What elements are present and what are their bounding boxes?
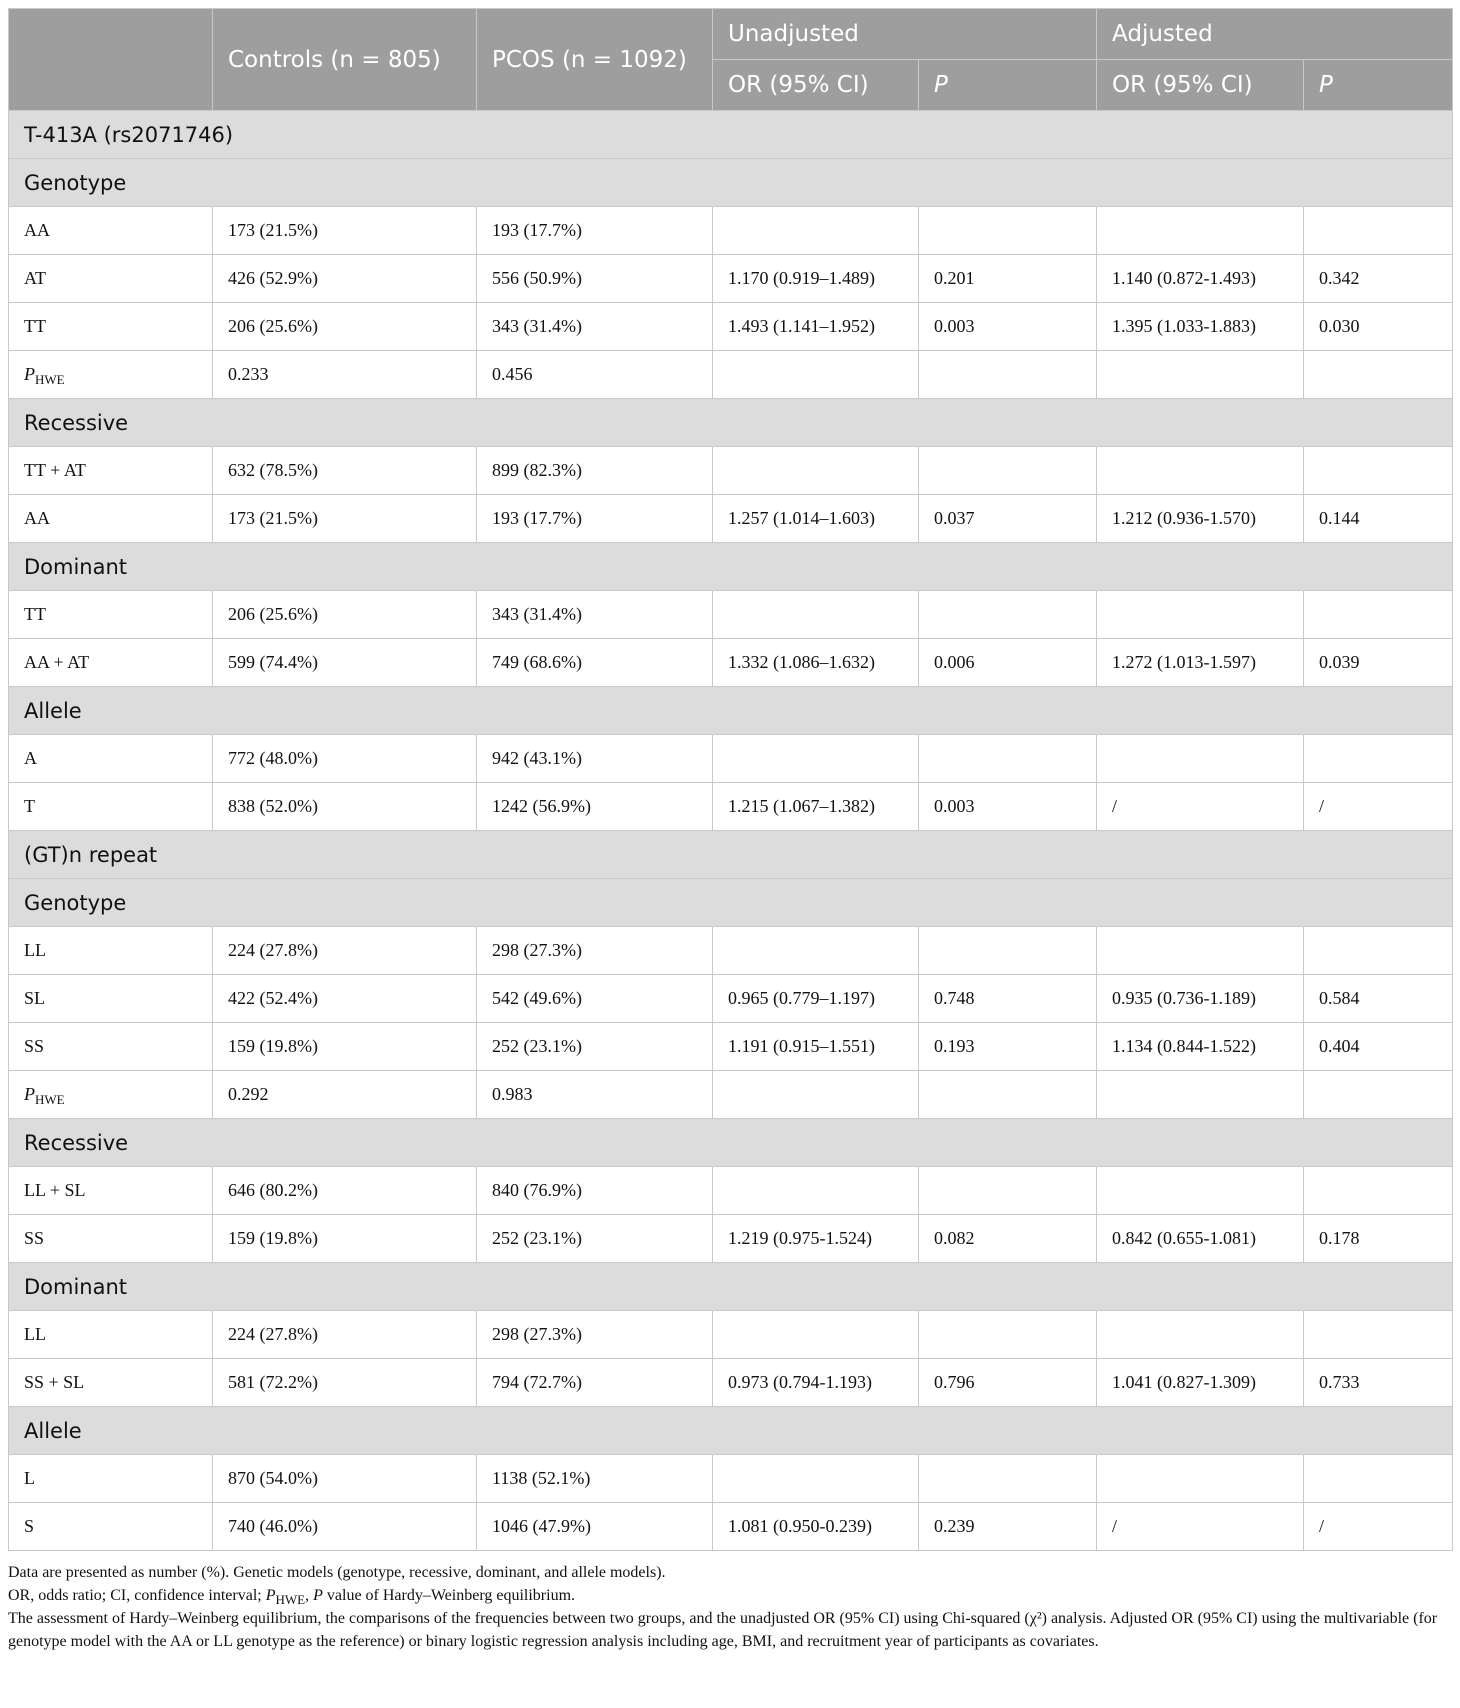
pcos-cell: 298 (27.3%) — [477, 927, 713, 975]
hwe-subscript: HWE — [35, 1092, 65, 1107]
table-row — [9, 255, 1453, 303]
pcos-cell: 556 (50.9%) — [477, 255, 713, 303]
table-body — [9, 111, 1453, 1551]
row-label: S — [9, 1503, 213, 1551]
pcos-cell: 252 (23.1%) — [477, 1023, 713, 1071]
table-row — [9, 1455, 1453, 1503]
section-row — [9, 1263, 1453, 1311]
footnote-methods: The assessment of Hardy–Weinberg equilibrium, the comparisons of the frequencies between two groups, and the unadjusted OR (95% CI) using Chi-squared (χ²) analysis. Adjusted OR (95% CI) using the multivariable (for genotype model with the AA or LL genotype as the reference) or binary logistic regression analysis including age, BMI, and recruitment year of participants as covariates. — [8, 1610, 1438, 1650]
row-label: LL + SL — [9, 1167, 213, 1215]
controls-cell: 632 (78.5%) — [213, 447, 477, 495]
unadjusted-or-cell — [713, 207, 919, 255]
unadjusted-or-cell: 1.170 (0.919–1.489) — [713, 255, 919, 303]
unadjusted-p-cell: 0.037 — [919, 495, 1097, 543]
unadjusted-or-cell — [713, 1071, 919, 1119]
adjusted-or-cell: 1.272 (1.013-1.597) — [1097, 639, 1304, 687]
unadjusted-or-cell: 1.215 (1.067–1.382) — [713, 783, 919, 831]
adjusted-p-cell: / — [1304, 783, 1453, 831]
unadjusted-or-cell: 1.493 (1.141–1.952) — [713, 303, 919, 351]
adjusted-p-cell — [1304, 1455, 1453, 1503]
table-row — [9, 975, 1453, 1023]
section-row — [9, 831, 1453, 879]
row-label — [9, 1071, 213, 1119]
section-row — [9, 687, 1453, 735]
unadjusted-p-cell: 0.006 — [919, 639, 1097, 687]
adjusted-or-cell: 1.134 (0.844-1.522) — [1097, 1023, 1304, 1071]
unadjusted-p-cell — [919, 207, 1097, 255]
unadjusted-or-cell — [713, 735, 919, 783]
adjusted-p-cell — [1304, 447, 1453, 495]
table-row — [9, 207, 1453, 255]
adjusted-or-cell — [1097, 927, 1304, 975]
unadjusted-p-cell: 0.082 — [919, 1215, 1097, 1263]
table-row — [9, 783, 1453, 831]
adjusted-or-cell: / — [1097, 783, 1304, 831]
controls-cell: 740 (46.0%) — [213, 1503, 477, 1551]
genotype-association-table — [8, 8, 1453, 1551]
adjusted-p-cell — [1304, 207, 1453, 255]
table-row — [9, 447, 1453, 495]
controls-cell: 646 (80.2%) — [213, 1167, 477, 1215]
table-row — [9, 591, 1453, 639]
pcos-cell: 840 (76.9%) — [477, 1167, 713, 1215]
table-row — [9, 639, 1453, 687]
section-row — [9, 1119, 1453, 1167]
header-unadjusted: Unadjusted — [713, 9, 1097, 60]
section-row — [9, 543, 1453, 591]
table-row — [9, 1311, 1453, 1359]
table-row — [9, 351, 1453, 399]
section-label: Genotype — [9, 879, 1453, 927]
unadjusted-p-cell: 0.201 — [919, 255, 1097, 303]
row-label: AA + AT — [9, 639, 213, 687]
controls-cell: 426 (52.9%) — [213, 255, 477, 303]
table-row — [9, 1167, 1453, 1215]
unadjusted-p-cell — [919, 1167, 1097, 1215]
pcos-cell: 794 (72.7%) — [477, 1359, 713, 1407]
section-label: Recessive — [9, 1119, 1453, 1167]
adjusted-or-cell — [1097, 591, 1304, 639]
adjusted-p-cell: 0.178 — [1304, 1215, 1453, 1263]
unadjusted-p-cell: 0.003 — [919, 783, 1097, 831]
adjusted-p-cell — [1304, 735, 1453, 783]
header-controls: Controls (n = 805) — [213, 9, 477, 111]
table-footnotes — [8, 1561, 1452, 1653]
table-row — [9, 1215, 1453, 1263]
hwe-subscript: HWE — [35, 372, 65, 387]
adjusted-p-cell: / — [1304, 1503, 1453, 1551]
table-row — [9, 1359, 1453, 1407]
table-row — [9, 1071, 1453, 1119]
section-label: Dominant — [9, 1263, 1453, 1311]
header-pcos: PCOS (n = 1092) — [477, 9, 713, 111]
section-row — [9, 1407, 1453, 1455]
table-row — [9, 1503, 1453, 1551]
row-label: SS + SL — [9, 1359, 213, 1407]
adjusted-p-cell — [1304, 927, 1453, 975]
unadjusted-p-cell — [919, 927, 1097, 975]
controls-cell: 0.292 — [213, 1071, 477, 1119]
table-row — [9, 927, 1453, 975]
adjusted-or-cell — [1097, 207, 1304, 255]
row-label: AT — [9, 255, 213, 303]
table-container — [8, 8, 1452, 1653]
unadjusted-p-cell — [919, 591, 1097, 639]
controls-cell: 224 (27.8%) — [213, 927, 477, 975]
adjusted-p-cell — [1304, 591, 1453, 639]
unadjusted-p-cell — [919, 351, 1097, 399]
adjusted-or-cell — [1097, 1455, 1304, 1503]
table-header — [9, 9, 1453, 111]
unadjusted-or-cell: 0.973 (0.794-1.193) — [713, 1359, 919, 1407]
row-label: L — [9, 1455, 213, 1503]
adjusted-or-cell: 0.935 (0.736-1.189) — [1097, 975, 1304, 1023]
adjusted-p-cell: 0.733 — [1304, 1359, 1453, 1407]
controls-cell: 870 (54.0%) — [213, 1455, 477, 1503]
row-label: TT — [9, 591, 213, 639]
row-label: AA — [9, 495, 213, 543]
header-blank — [9, 9, 213, 111]
adjusted-p-cell: 0.404 — [1304, 1023, 1453, 1071]
footnote-separator: , — [305, 1587, 314, 1604]
header-unadjusted-p: P — [919, 60, 1097, 111]
row-label: T — [9, 783, 213, 831]
footnote-hwe-text: value of Hardy–Weinberg equilibrium. — [322, 1587, 576, 1604]
row-label: SS — [9, 1215, 213, 1263]
adjusted-or-cell: 1.140 (0.872-1.493) — [1097, 255, 1304, 303]
p-symbol: P — [24, 364, 35, 384]
controls-cell: 422 (52.4%) — [213, 975, 477, 1023]
table-row — [9, 1023, 1453, 1071]
adjusted-p-cell — [1304, 1311, 1453, 1359]
footnote-abbrev-text: OR, odds ratio; CI, confidence interval; — [8, 1587, 266, 1604]
controls-cell: 838 (52.0%) — [213, 783, 477, 831]
header-row-1 — [9, 9, 1453, 60]
pcos-cell: 193 (17.7%) — [477, 495, 713, 543]
section-label: Allele — [9, 687, 1453, 735]
unadjusted-p-cell: 0.239 — [919, 1503, 1097, 1551]
adjusted-p-cell: 0.144 — [1304, 495, 1453, 543]
unadjusted-or-cell — [713, 351, 919, 399]
adjusted-or-cell — [1097, 1311, 1304, 1359]
controls-cell: 173 (21.5%) — [213, 495, 477, 543]
table-row — [9, 495, 1453, 543]
adjusted-or-cell: 1.395 (1.033-1.883) — [1097, 303, 1304, 351]
p-symbol: P — [24, 1084, 35, 1104]
unadjusted-or-cell: 1.081 (0.950-0.239) — [713, 1503, 919, 1551]
unadjusted-p-cell — [919, 1455, 1097, 1503]
adjusted-or-cell: 1.212 (0.936-1.570) — [1097, 495, 1304, 543]
unadjusted-p-cell: 0.796 — [919, 1359, 1097, 1407]
section-label: Genotype — [9, 159, 1453, 207]
footnote-abbreviations — [8, 1584, 1452, 1607]
pcos-cell: 0.983 — [477, 1071, 713, 1119]
unadjusted-p-cell: 0.748 — [919, 975, 1097, 1023]
row-label: A — [9, 735, 213, 783]
pcos-cell: 343 (31.4%) — [477, 303, 713, 351]
unadjusted-or-cell: 1.332 (1.086–1.632) — [713, 639, 919, 687]
row-label: TT — [9, 303, 213, 351]
controls-cell: 0.233 — [213, 351, 477, 399]
unadjusted-p-cell — [919, 1311, 1097, 1359]
header-adjusted: Adjusted — [1097, 9, 1453, 60]
pcos-cell: 942 (43.1%) — [477, 735, 713, 783]
unadjusted-p-cell: 0.003 — [919, 303, 1097, 351]
adjusted-or-cell: / — [1097, 1503, 1304, 1551]
row-label: AA — [9, 207, 213, 255]
controls-cell: 159 (19.8%) — [213, 1023, 477, 1071]
section-label: Recessive — [9, 399, 1453, 447]
unadjusted-or-cell: 1.191 (0.915–1.551) — [713, 1023, 919, 1071]
adjusted-p-cell: 0.030 — [1304, 303, 1453, 351]
section-row — [9, 111, 1453, 159]
unadjusted-or-cell: 0.965 (0.779–1.197) — [713, 975, 919, 1023]
unadjusted-or-cell — [713, 1167, 919, 1215]
row-label: TT + AT — [9, 447, 213, 495]
row-label: SS — [9, 1023, 213, 1071]
unadjusted-or-cell — [713, 927, 919, 975]
footnote-hwe-subscript: HWE — [275, 1592, 306, 1607]
pcos-cell: 343 (31.4%) — [477, 591, 713, 639]
header-adjusted-or-ci: OR (95% CI) — [1097, 60, 1304, 111]
pcos-cell: 193 (17.7%) — [477, 207, 713, 255]
adjusted-p-cell: 0.584 — [1304, 975, 1453, 1023]
controls-cell: 581 (72.2%) — [213, 1359, 477, 1407]
row-label: SL — [9, 975, 213, 1023]
unadjusted-p-cell — [919, 447, 1097, 495]
pcos-cell: 0.456 — [477, 351, 713, 399]
pcos-cell: 1242 (56.9%) — [477, 783, 713, 831]
controls-cell: 206 (25.6%) — [213, 303, 477, 351]
section-label: (GT)n repeat — [9, 831, 1453, 879]
section-label: T-413A (rs2071746) — [9, 111, 1453, 159]
controls-cell: 772 (48.0%) — [213, 735, 477, 783]
unadjusted-or-cell: 1.219 (0.975-1.524) — [713, 1215, 919, 1263]
controls-cell: 206 (25.6%) — [213, 591, 477, 639]
adjusted-or-cell: 0.842 (0.655-1.081) — [1097, 1215, 1304, 1263]
unadjusted-or-cell — [713, 447, 919, 495]
row-label: LL — [9, 927, 213, 975]
adjusted-p-cell — [1304, 1167, 1453, 1215]
controls-cell: 224 (27.8%) — [213, 1311, 477, 1359]
table-row — [9, 303, 1453, 351]
row-label: LL — [9, 1311, 213, 1359]
adjusted-or-cell: 1.041 (0.827-1.309) — [1097, 1359, 1304, 1407]
pcos-cell: 542 (49.6%) — [477, 975, 713, 1023]
adjusted-p-cell — [1304, 351, 1453, 399]
footnote-data-presentation: Data are presented as number (%). Genetic models (genotype, recessive, dominant, and allele models). — [8, 1564, 666, 1581]
pcos-cell: 899 (82.3%) — [477, 447, 713, 495]
table-row — [9, 735, 1453, 783]
unadjusted-or-cell — [713, 1311, 919, 1359]
pcos-cell: 298 (27.3%) — [477, 1311, 713, 1359]
controls-cell: 173 (21.5%) — [213, 207, 477, 255]
header-adjusted-p: P — [1304, 60, 1453, 111]
unadjusted-p-cell: 0.193 — [919, 1023, 1097, 1071]
unadjusted-or-cell — [713, 1455, 919, 1503]
adjusted-or-cell — [1097, 1071, 1304, 1119]
section-row — [9, 159, 1453, 207]
pcos-cell: 1046 (47.9%) — [477, 1503, 713, 1551]
unadjusted-or-cell: 1.257 (1.014–1.603) — [713, 495, 919, 543]
adjusted-p-cell — [1304, 1071, 1453, 1119]
section-label: Allele — [9, 1407, 1453, 1455]
footnote-p-symbol-2: P — [313, 1587, 323, 1604]
section-row — [9, 879, 1453, 927]
section-label: Dominant — [9, 543, 1453, 591]
pcos-cell: 749 (68.6%) — [477, 639, 713, 687]
footnote-p-symbol: P — [265, 1587, 276, 1604]
controls-cell: 159 (19.8%) — [213, 1215, 477, 1263]
unadjusted-p-cell — [919, 1071, 1097, 1119]
controls-cell: 599 (74.4%) — [213, 639, 477, 687]
adjusted-or-cell — [1097, 1167, 1304, 1215]
row-label — [9, 351, 213, 399]
pcos-cell: 1138 (52.1%) — [477, 1455, 713, 1503]
header-unadjusted-or-ci: OR (95% CI) — [713, 60, 919, 111]
section-row — [9, 399, 1453, 447]
adjusted-p-cell: 0.039 — [1304, 639, 1453, 687]
unadjusted-p-cell — [919, 735, 1097, 783]
adjusted-or-cell — [1097, 447, 1304, 495]
pcos-cell: 252 (23.1%) — [477, 1215, 713, 1263]
unadjusted-or-cell — [713, 591, 919, 639]
adjusted-p-cell: 0.342 — [1304, 255, 1453, 303]
adjusted-or-cell — [1097, 351, 1304, 399]
adjusted-or-cell — [1097, 735, 1304, 783]
